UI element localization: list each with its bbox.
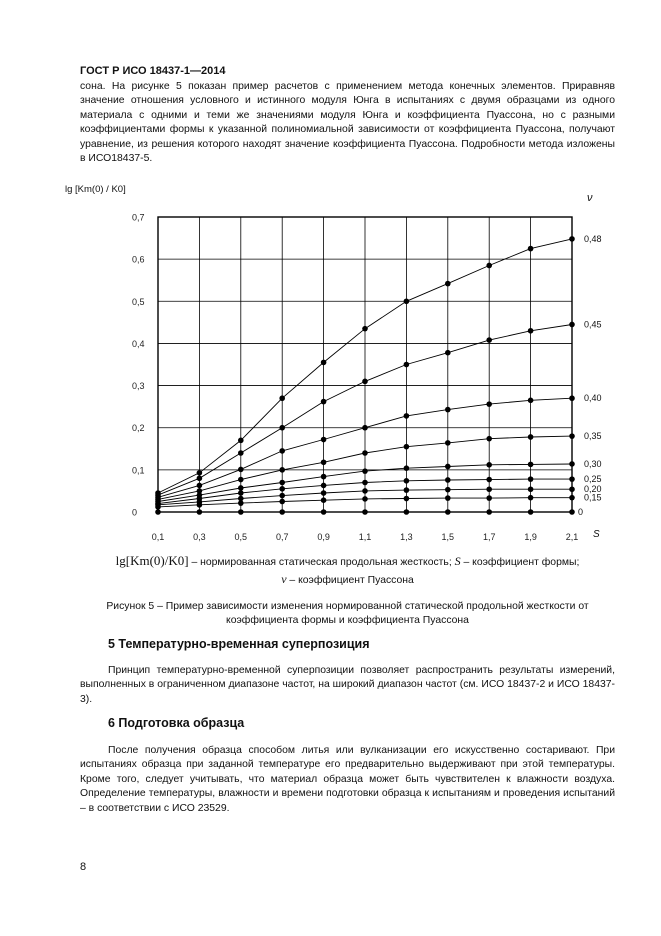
series-label: 0,15: [584, 492, 602, 503]
series-label: 0,20: [584, 484, 602, 495]
section-6-text: После получения образца способом литья или вулканизации его искусственно состаривают. При испытаниях образца при заданной температуре его предварительно выдерживают при этой температуры. Кроме того, следует учитывать, что материал образца может быть чувствителен к влажности воздуха. Определение температуры, влажности и времени подготовки образца к испытаниям и проведения испытаний – в соответствии с ИСО 23529.: [80, 745, 615, 814]
data-point: [362, 480, 368, 486]
data-point: [321, 437, 327, 443]
y-axis-label: lg [Km(0) / K0]: [65, 184, 126, 195]
data-point: [279, 395, 285, 401]
data-point: [238, 500, 244, 506]
data-point: [279, 486, 285, 492]
data-point: [155, 504, 161, 510]
data-point: [528, 509, 534, 515]
data-point: [279, 467, 285, 473]
legend-s-symbol: S: [454, 554, 461, 568]
legend-line-1: [80, 553, 615, 571]
x-tick-label: 0,7: [275, 532, 289, 542]
legend-formula-desc: – нормированная статическая продольная жесткость;: [191, 557, 452, 568]
data-point: [279, 509, 285, 515]
x-tick-label: 1,5: [441, 532, 455, 542]
section-6-heading: 6 Подготовка образца: [108, 716, 245, 730]
data-point: [569, 433, 575, 439]
data-point: [238, 438, 244, 444]
data-point: [155, 509, 161, 515]
series-label: 0,35: [584, 431, 602, 442]
data-point: [238, 467, 244, 473]
data-point: [279, 480, 285, 486]
data-point: [445, 477, 451, 483]
right-axis-label: ν: [587, 192, 593, 204]
data-point: [321, 399, 327, 405]
data-point: [445, 407, 451, 413]
data-point: [197, 502, 203, 508]
data-point: [486, 401, 492, 407]
y-tick-label: 0,6: [132, 254, 145, 265]
y-tick-label: 0,1: [132, 465, 145, 476]
data-point: [486, 495, 492, 501]
x-tick-label: 1,9: [524, 532, 537, 542]
data-point: [486, 477, 492, 483]
data-point: [362, 509, 368, 515]
data-point: [569, 395, 575, 401]
data-point: [569, 322, 575, 328]
data-point: [569, 461, 575, 467]
data-point: [528, 434, 534, 440]
data-point: [445, 487, 451, 493]
figure-caption: Рисунок 5 – Пример зависимости изменения нормированной статической продольной жесткости от коэффициента формы и коэффициента Пуассона: [106, 601, 589, 626]
x-tick-label: 1,1: [358, 532, 372, 542]
standard-header: ГОСТ Р ИСО 18437-1—2014: [80, 65, 226, 77]
data-point: [238, 485, 244, 491]
data-point: [404, 478, 410, 484]
data-point: [321, 360, 327, 366]
data-point: [569, 236, 575, 242]
data-point: [486, 462, 492, 468]
series-label: 0: [578, 507, 584, 517]
data-point: [404, 509, 410, 515]
data-point: [362, 450, 368, 456]
data-point: [362, 496, 368, 502]
data-point: [528, 246, 534, 252]
data-point: [238, 490, 244, 496]
data-point: [404, 298, 410, 304]
data-point: [362, 425, 368, 431]
data-point: [445, 464, 451, 470]
legend-nu-symbol: ν: [281, 572, 287, 586]
data-point: [279, 499, 285, 505]
data-point: [362, 468, 368, 474]
data-point: [321, 459, 327, 465]
x-tick-label: 0,3: [193, 532, 206, 542]
data-point: [321, 497, 327, 503]
legend-nu-desc: – коэффициент Пуассона: [289, 575, 414, 586]
y-tick-label: 0,5: [132, 296, 145, 307]
data-point: [486, 486, 492, 492]
data-point: [528, 495, 534, 501]
data-point: [279, 493, 285, 499]
data-point: [445, 495, 451, 501]
data-point: [404, 362, 410, 368]
series-label: 0,25: [584, 474, 602, 485]
figure-legend: [80, 553, 615, 589]
x-axis-label: S: [593, 529, 600, 540]
data-point: [197, 509, 203, 515]
data-point: [528, 328, 534, 334]
figure-chart: [60, 176, 620, 548]
data-point: [486, 436, 492, 442]
data-point: [197, 470, 203, 476]
data-point: [486, 337, 492, 343]
data-point: [528, 486, 534, 492]
data-point: [238, 509, 244, 515]
data-point: [321, 509, 327, 515]
data-point: [445, 281, 451, 287]
series-label: 0,40: [584, 393, 602, 404]
y-tick-label: 0,7: [132, 212, 145, 223]
x-tick-label: 1,7: [482, 532, 496, 542]
y-tick-label: 0,3: [132, 381, 145, 392]
x-tick-label: 0,5: [234, 532, 248, 542]
x-tick-label: 1,3: [400, 532, 413, 542]
data-point: [362, 488, 368, 494]
data-point: [569, 509, 575, 515]
data-point: [445, 440, 451, 446]
data-point: [321, 474, 327, 480]
data-point: [197, 475, 203, 481]
data-point: [279, 425, 285, 431]
data-point: [404, 487, 410, 493]
data-point: [569, 486, 575, 492]
data-point: [445, 509, 451, 515]
data-point: [238, 477, 244, 483]
data-point: [404, 465, 410, 471]
data-point: [528, 476, 534, 482]
series-label: 0,30: [584, 458, 602, 469]
data-point: [404, 413, 410, 419]
data-point: [404, 444, 410, 450]
data-point: [197, 483, 203, 489]
data-point: [486, 509, 492, 515]
data-point: [528, 398, 534, 404]
data-point: [321, 490, 327, 496]
y-tick-label: 0: [132, 507, 138, 518]
data-point: [362, 326, 368, 332]
page-number: 8: [80, 861, 87, 873]
y-tick-label: 0,2: [132, 423, 145, 434]
data-point: [321, 483, 327, 489]
intro-paragraph: сона. На рисунке 5 показан пример расчетов с применением метода конечных элементов. Приравняв значение отношения условного и истинного модуля Юнга в испытаниях с двумя образцами из одного материала с одними и теми же значениями модуля Юнга и коэффициента Пуассона, но с разными коэффициентами формы к указанной полиномиальной зависимости от коэффициента Пуассона, получают уравнение, из решения которого находят значение коэффициента Пуассона. Подробности метода изложены в ИСО18437-5.: [80, 81, 615, 165]
data-point: [569, 495, 575, 501]
data-point: [279, 448, 285, 454]
series-label: 0,48: [584, 233, 602, 244]
x-tick-label: 0,9: [317, 532, 330, 542]
data-point: [569, 476, 575, 482]
x-tick-label: 2,1: [565, 532, 579, 542]
legend-formula: lg[Km(0)/K0]: [115, 553, 189, 568]
section-5-text: Принцип температурно-временной суперпозиции позволяет распространить результаты измерений, выполненных в ограниченном диапазоне частот, на широкий диапазон частот (см. ИСО 18437-2 и ИСО 18437-3).: [80, 665, 615, 705]
legend-s-desc: – коэффициент формы;: [463, 557, 580, 568]
data-point: [445, 350, 451, 356]
section-5-heading: 5 Температурно-временная суперпозиция: [108, 637, 370, 651]
series-label: 0,45: [584, 319, 602, 330]
data-point: [362, 379, 368, 385]
data-point: [404, 496, 410, 502]
legend-line-2: [80, 571, 615, 589]
data-point: [238, 450, 244, 456]
data-point: [528, 462, 534, 468]
y-tick-label: 0,4: [132, 338, 145, 349]
data-point: [486, 263, 492, 269]
x-tick-label: 0,1: [151, 532, 165, 542]
